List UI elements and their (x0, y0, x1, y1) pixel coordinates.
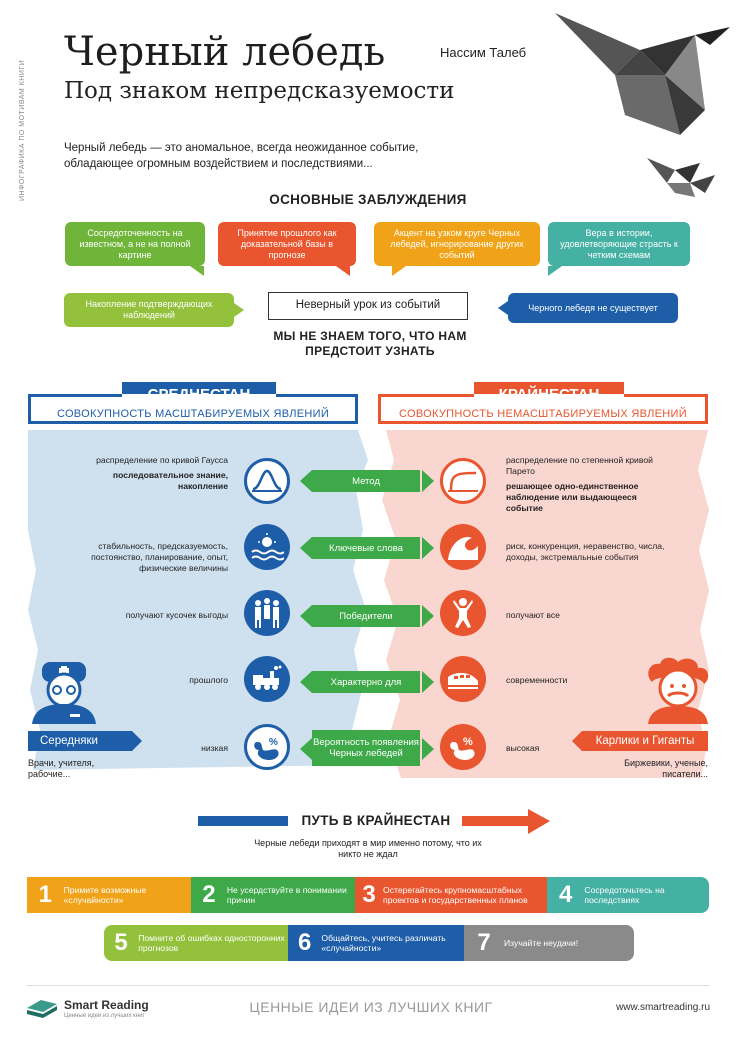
criterion-probability: Вероятность появления Черных лебедей (312, 730, 420, 766)
path-heading: ПУТЬ В КРАЙНЕСТАН (301, 813, 451, 828)
extremistan-winners: получают все (506, 610, 560, 620)
side-label: ИНФОГРАФИКА ПО МОТИВАМ КНИГИ (19, 60, 26, 202)
step-card: 4 Сосредоточьтесь на последствиях (547, 877, 709, 913)
mediocristan-keywords: стабильность, предсказуемость, постоянство, планирование, опыт, физические величины (91, 541, 228, 573)
step-card: 6 Общайтесь, учитесь различать «случайности» (288, 925, 464, 961)
origami-bird-small-icon (645, 155, 720, 200)
unknown-statement: МЫ НЕ ЗНАЕМ ТОГО, ЧТО НАМ ПРЕДСТОИТ УЗНАТЬ (273, 329, 467, 358)
mediocristan-people: Врачи, учителя, рабочие... (28, 758, 95, 779)
bullet-train-icon (440, 656, 486, 702)
step-card: 5 Помните об ошибках односторонних прогнозов (104, 925, 288, 961)
single-winner-icon (440, 590, 486, 636)
step-card: 3 Остерегайтесь крупномасштабных проектов и государственных планов (355, 877, 547, 913)
criterion-keywords: Ключевые слова (312, 537, 420, 559)
mediocristan-probability: низкая (201, 743, 228, 753)
einstein-avatar-icon (642, 656, 716, 726)
step-card: 1 Примите возможные «случайности» (27, 877, 191, 913)
mediocristan-subtitle-text: СОВОКУПНОСТЬ МАСШТАБИРУЕМЫХ ЯВЛЕНИЙ (56, 408, 330, 420)
step-card: 7 Изучайте неудачи! (464, 925, 634, 961)
footer-url[interactable]: www.smartreading.ru (616, 1002, 710, 1013)
brand-tagline: Ценные идеи из лучших книг (64, 1013, 145, 1019)
misconception-card: Принятие прошлого как доказательной базы в прогнозе (218, 222, 356, 266)
misconception-card: Сосредоточенность на известном, а не на полной картине (65, 222, 205, 266)
page-subtitle: Под знаком непредсказуемости (64, 78, 455, 104)
steam-locomotive-icon (244, 656, 290, 702)
extremistan-typical: современности (506, 675, 568, 685)
page-title: Черный лебедь (64, 29, 386, 75)
mediocristan-typical: прошлого (189, 675, 228, 685)
footer-slogan: ЦЕННЫЕ ИДЕИ ИЗ ЛУЧШИХ КНИГ (249, 999, 493, 1015)
misconception-card: Вера в истории, удовлетворяющие страсть к четким схемам (548, 222, 690, 266)
calm-sea-icon (244, 524, 290, 570)
mediocristan-method: распределение по кривой Гаусса последовательное знание, накопление (96, 455, 228, 491)
criterion-typical: Характерно для (312, 671, 420, 693)
svg-text:%: % (269, 737, 278, 748)
misconception-card: Накопление подтверждающих наблюдений (64, 293, 234, 327)
extremistan-people-label: Карлики и Гиганты (582, 731, 708, 751)
extremistan-method: распределение по степенной кривой Парето решающее одно-единственное наблюдение или выдающееся событие (506, 455, 653, 513)
mediocristan-people-label: Середняки (28, 731, 132, 751)
misconception-card: Акцент на узком круге Черных лебедей, игнорирование других событий (374, 222, 540, 266)
misconception-card: Черного лебедя не существует (508, 293, 678, 323)
group-winners-icon (244, 590, 290, 636)
criterion-method: Метод (312, 470, 420, 492)
criteria-arrows (300, 465, 434, 775)
extremistan-probability: высокая (506, 743, 540, 753)
swan-percent-icon (440, 724, 486, 770)
misconceptions-heading: ОСНОВНЫЕ ЗАБЛУЖДЕНИЯ (269, 192, 467, 207)
author: Нассим Талеб (440, 45, 527, 60)
svg-text:%: % (463, 736, 473, 748)
brand-name: Smart Reading (64, 998, 149, 1012)
swan-percent-icon (244, 724, 290, 770)
pareto-curve-icon (440, 458, 486, 504)
extremistan-people: Биржевики, ученые, писатели... (624, 758, 708, 779)
smart-reading-logo-icon (27, 998, 59, 1018)
step-card: 2 Не усердствуйте в понимании причин (191, 877, 355, 913)
origami-bird-large-icon (545, 5, 735, 140)
criterion-winners: Победители (312, 605, 420, 627)
extremistan-keywords: риск, конкуренция, неравенство, числа, доходы, экстремальные события (506, 541, 665, 562)
wrong-lesson-box: Неверный урок из событий (268, 292, 468, 320)
big-wave-icon (440, 524, 486, 570)
doctor-avatar-icon (26, 660, 104, 726)
intro-text: Черный лебедь — это аномальное, всегда неожиданное событие, обладающее огромным воздействием и последствиями... (64, 142, 419, 170)
mediocristan-winners: получают кусочек выгоды (125, 610, 228, 620)
extremistan-subtitle-text: СОВОКУПНОСТЬ НЕМАСШТАБИРУЕМЫХ ЯВЛЕНИЙ (399, 408, 687, 420)
path-note: Черные лебеди приходят в мир именно потому, что их никто не ждал (254, 838, 482, 859)
gauss-curve-icon (244, 458, 290, 504)
